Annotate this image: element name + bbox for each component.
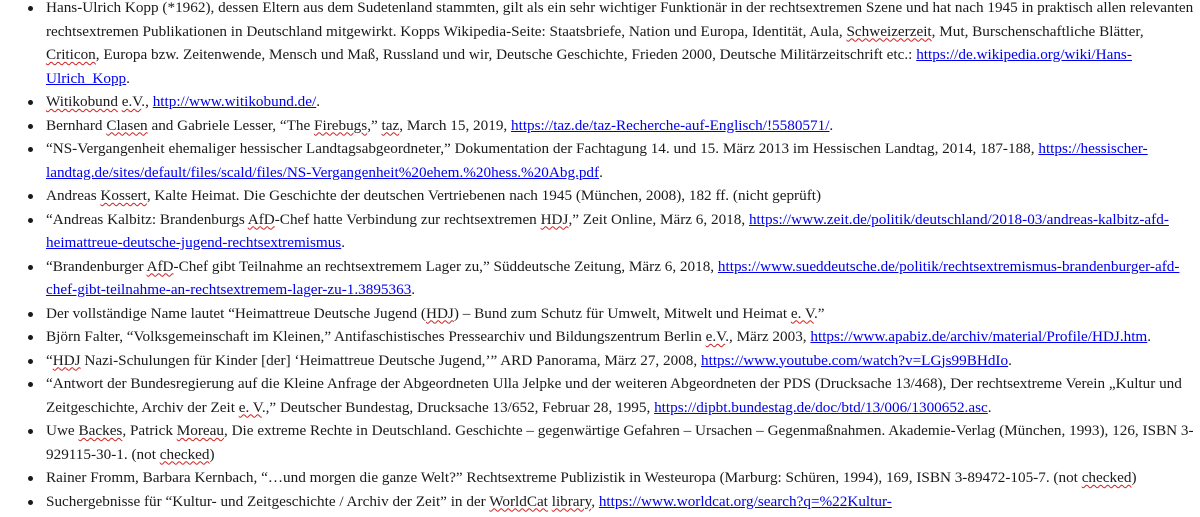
reference-text: . [599,163,603,181]
reference-link[interactable]: https://www.sueddeutsche.de/politik/rechtsextremismus-brandenburger-afd-chef-gibt-teilnahme-an-rechtsextremem-lager-zu-1.3895363 [46,257,1180,298]
reference-link[interactable]: https://www.zeit.de/politik/deutschland/2018-03/andreas-kalbitz-afd-heimattreue-deutsche-jugend-rechtsextremismus [46,210,1169,251]
spellcheck-flagged-word: e. V [238,398,262,416]
reference-text: ) [1131,469,1137,486]
reference-text: , Die extreme Rechte in Deutschland. Geschichte – gegenwärtige Gefahren – Ursachen – Gegenmaßnahmen. Akademie-Verlag (München, 1993), 126, ISBN 3-929115-30-1. (not [46,422,1194,463]
reference-item [46,302,1200,326]
reference-text: ) [209,445,215,463]
reference-text: .,” Deutscher Bundestag, Drucksache 13/652, Februar 28, 1995, [261,398,655,416]
reference-text: , March 15, 2019, [399,116,512,134]
reference-text: -Chef hatte Verbindung zur rechtsextremen [274,210,541,228]
reference-text: Björn Falter, “Volksgemeinschaft im Kleinen,” Antifaschistisches Pressearchiv und Bildungszentrum Berlin [46,328,706,345]
reference-text: . [987,398,992,416]
spellcheck-flagged-word: WorldCat [489,492,548,510]
reference-text: “Antwort der Bundesregierung auf die Kleine Anfrage der Abgeordneten Ulla Jelpke und der weiteren Abgeordneten der PDS (Drucksache 13/468), Der rechtsextreme Verein „Kultur und Zeitgeschichte, Archiv der Zeit [46,375,1182,416]
reference-text: . [316,93,321,110]
reference-text: ) – Bund zum Schutz für Umwelt, Mitwelt und Heimat [453,304,791,322]
reference-text: . [1008,351,1012,369]
reference-text: “NS-Vergangenheit ehemaliger hessischer Landtagsabgeordneter,” Dokumentation der Fachtagung 14. und 15. März 2013 im Hessischen Landtag, 2014, 187-188, [46,140,1039,157]
spellcheck-flagged-word: HDJ [425,304,454,322]
reference-text: . [126,69,130,87]
spellcheck-flagged-word: library [551,492,592,510]
reference-item [46,137,1200,184]
reference-item [46,349,1200,373]
reference-link[interactable]: https://dipbt.bundestag.de/doc/btd/13/006/1300652.asc [654,398,988,416]
spellcheck-flagged-word: AfD [146,257,174,275]
reference-text: , Patrick [122,422,177,439]
spellcheck-flagged-word: Clasen [106,116,148,134]
reference-link[interactable]: http://www.witikobund.de/ [152,93,317,110]
reference-link[interactable]: https://de.wikipedia.org/wiki/Hans-Ulrich_Kopp [46,46,1132,87]
spellcheck-flagged-word: checked [159,445,210,463]
spellcheck-flagged-word: Kossert [100,187,147,204]
reference-text: ., [141,93,153,110]
reference-link[interactable]: https://hessischer-landtag.de/sites/default/files/scald/files/NS-Vergangenheit%20ehem.%20hess.%20Abg.pdf [46,140,1148,181]
reference-text: , Europa bzw. Zeitenwende, Mensch und Maß, Russland und wir, Deutsche Geschichte, Frieden 2000, Deutsche Militärzeitschrift etc.: [95,46,917,63]
reference-text: .” [813,304,825,322]
spellcheck-flagged-word: taz [381,116,400,134]
spellcheck-flagged-word: Moreau [176,422,224,439]
reference-item [46,419,1200,466]
reference-text: , Mut, Burschenschaftliche Blätter, [931,22,1144,40]
spellcheck-flagged-word: AfD [247,210,275,228]
reference-item [46,114,1200,138]
reference-item [46,466,1200,490]
reference-text: -Chef gibt Teilnahme an rechtsextremem Lager zu,” Süddeutsche Zeitung, März 6, 2018, [173,257,718,275]
spellcheck-flagged-word: Witikobund [46,93,118,110]
reference-text: . [1147,328,1152,345]
reference-text: ,” Zeit Online, März 6, 2018, [568,210,749,228]
reference-link[interactable]: https://www.youtube.com/watch?v=LGjs99BHdIo [701,351,1009,369]
spellcheck-flagged-word: e.V [705,328,726,345]
reference-text: , Kalte Heimat. Die Geschichte der deutschen Vertriebenen nach 1945 (München, 2008), 182 ff. (nicht geprüft) [146,187,822,204]
reference-text: Der vollständige Name lautet “Heimattreue Deutsche Jugend ( [46,304,426,322]
reference-text: Rainer Fromm, Barbara Kernbach, “…und morgen die ganze Welt?” Rechtsextreme Publizistik in Westeuropa (Marburg: Schüren, 1994), 169, ISBN 3-89472-105-7. (not [46,469,1082,486]
reference-text: . [829,116,834,134]
reference-item [46,325,1200,349]
reference-link[interactable]: https://taz.de/taz-Recherche-auf-Englisch/!5580571/ [511,116,830,134]
reference-item [46,255,1200,302]
spellcheck-flagged-word: e.V [121,93,142,110]
spellcheck-flagged-word: e. V [790,304,814,322]
reference-text: and Gabriele Lesser, “The [147,116,315,134]
reference-text: Andreas [46,187,101,204]
reference-text: Nazi-Schulungen für Kinder [der] ‘Heimattreue Deutsche Jugend,’” ARD Panorama, März 27, 2008, [80,351,701,369]
spellcheck-flagged-word: HDJ [540,210,569,228]
reference-text: . [341,234,345,251]
spellcheck-flagged-word: Firebugs [314,116,368,134]
reference-item [46,208,1200,255]
reference-link[interactable]: https://www.worldcat.org/search?q=%22Kultur- [598,492,892,510]
reference-text: Suchergebnisse für “Kultur- und Zeitgeschichte / Archiv der Zeit” in der [46,492,490,510]
reference-text: Bernhard [46,116,107,134]
reference-item [46,90,1200,114]
reference-text: Uwe [46,422,79,439]
reference-item [46,490,1200,514]
reference-text: “Andreas Kalbitz: Brandenburgs [46,210,248,228]
reference-item [46,0,1200,90]
reference-text: “Brandenburger [46,257,147,275]
spellcheck-flagged-word: Criticon [46,46,96,63]
spellcheck-flagged-word: HDJ [52,351,81,369]
spellcheck-flagged-word: Backes [78,422,123,439]
reference-text: . [411,281,416,298]
reference-text: ,” [367,116,382,134]
reference-text: Hans-Ulrich Kopp (*1962), dessen Eltern aus dem Sudetenland stammten, gilt als ein sehr wichtiger Funktionär in der rechtsextremen Szene und hat nach 1945 in praktisch allen relevanten rechtsextremen Publikationen in Deutschland mitgewirkt. Kopps Wikipedia-Seite: Staatsbriefe, Nation und Europa, Identität, Aula, [46,0,1194,40]
reference-item [46,184,1200,208]
reference-link[interactable]: https://www.apabiz.de/archiv/material/Profile/HDJ.htm [810,328,1148,345]
reference-text: “ [46,351,53,369]
reference-text: , [591,492,599,510]
spellcheck-flagged-word: checked [1081,469,1132,486]
spellcheck-flagged-word: Schweizerzeit [846,22,932,40]
reference-item [46,372,1200,419]
reference-text: ., März 2003, [725,328,811,345]
